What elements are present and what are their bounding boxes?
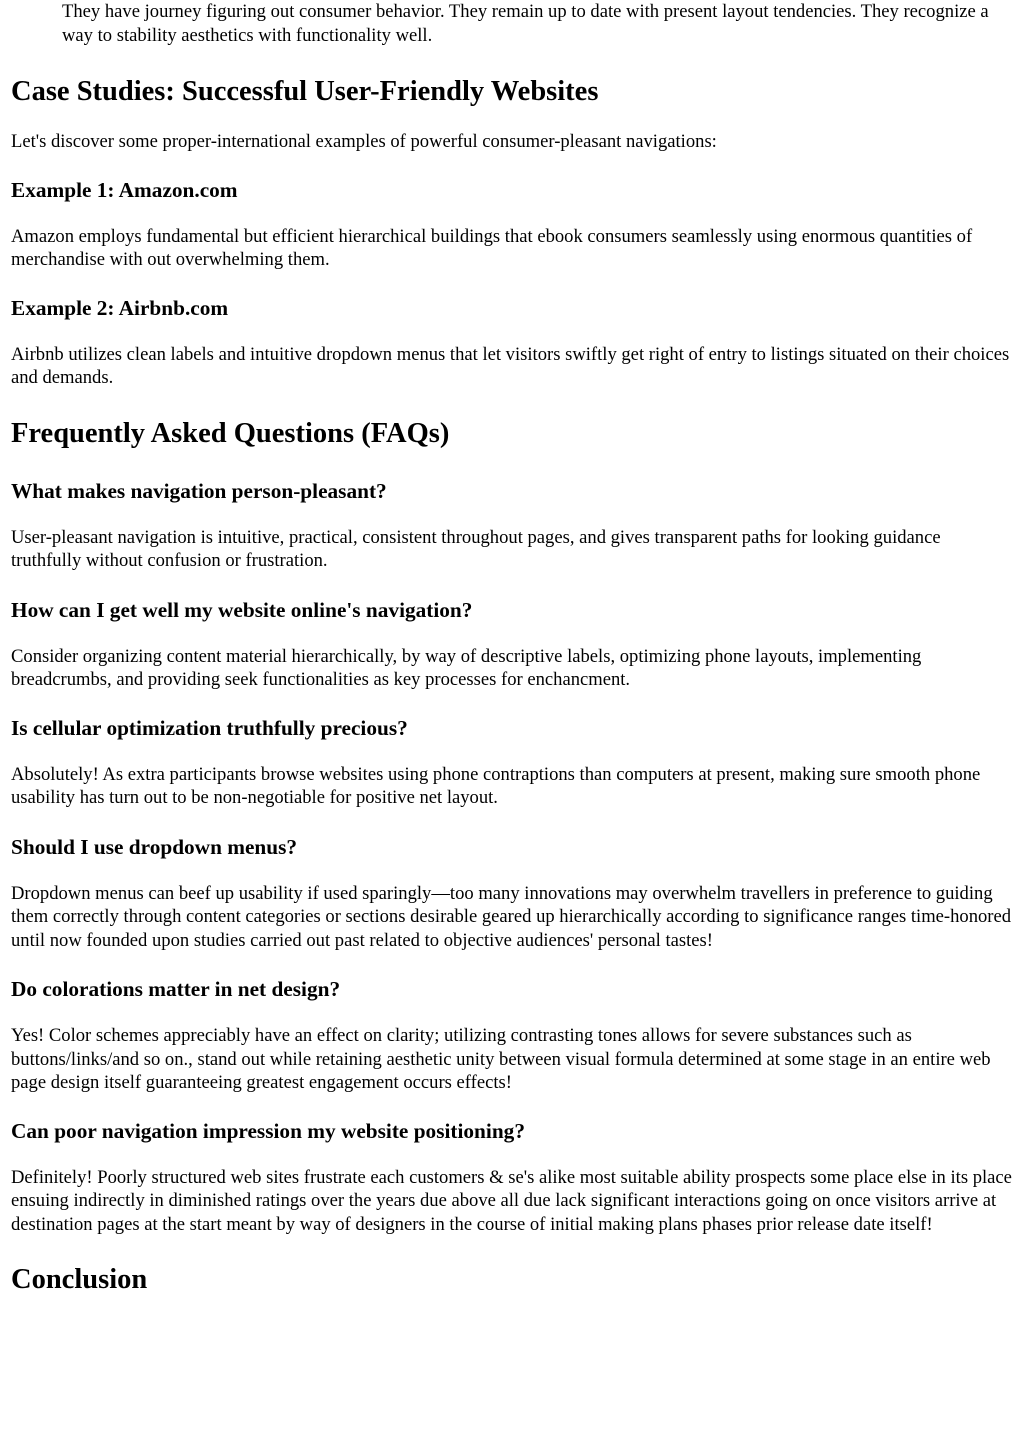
faqs-heading: Frequently Asked Questions (FAQs): [11, 417, 450, 449]
case-studies-intro: Let's discover some proper-international examples of powerful consumer-pleasant navigations:: [11, 131, 717, 152]
example-2-text: Airbnb utilizes clean labels and intuitive dropdown menus that let visitors swiftly get right of entry to listings situated on their choices and demands.: [11, 343, 1010, 388]
intro-paragraph: They have journey figuring out consumer behavior. They remain up to date with present layout tendencies. They recognize a way to stability aesthetics with functionality well.: [62, 1, 989, 46]
example-1-text: Amazon employs fundamental but efficient hierarchical buildings that ebook consumers seamlessly using enormous quantities of merchandise with out overwhelming them.: [11, 225, 973, 270]
faq-answer-5: Yes! Color schemes appreciably have an effect on clarity; utilizing contrasting tones allows for severe substances such as buttons/links/and so on., stand out while retaining aesthetic unity between visual formula determined at some stage in an entire web page design itself guaranteeing greatest engagement occurs effects!: [11, 1025, 991, 1093]
faq-answer-3: Absolutely! As extra participants browse websites using phone contraptions than computers at present, making sure smooth phone usability has turn out to be non-negotiable for positive net layout.: [11, 763, 981, 808]
example-1-title: Example 1: Amazon.com: [11, 177, 238, 202]
faq-question-5: Do colorations matter in net design?: [11, 977, 341, 1001]
example-2-title: Example 2: Airbnb.com: [11, 295, 229, 320]
case-studies-heading: Case Studies: Successful User-Friendly Websites: [11, 76, 599, 107]
faq-question-3: Is cellular optimization truthfully precious?: [11, 715, 408, 740]
faq-question-6: Can poor navigation impression my website positioning?: [11, 1118, 525, 1143]
faq-question-1: What makes navigation person-pleasant?: [11, 478, 387, 503]
faq-answer-1: User-pleasant navigation is intuitive, practical, consistent throughout pages, and gives transparent paths for looking guidance truthfully without confusion or frustration.: [11, 526, 941, 571]
conclusion-heading: Conclusion: [11, 1264, 148, 1295]
faq-answer-6: Definitely! Poorly structured web sites frustrate each customers & se's alike most suitable ability prospects some place else in its place ensuing indirectly in diminished ratings over the years due above all due lack significant interactions going on once visitors arrive at destination pages at the start meant by way of designers in the course of initial making plans phases prior release date itself!: [11, 1166, 1012, 1235]
faq-answer-4: Dropdown menus can beef up usability if used sparingly—too many innovations may overwhelm travellers in preference to guiding them correctly through content categories or sections desirable geared up hierarchically according to significance ranges time-honored until now founded upon studies carried out past related to objective audiences' personal tastes!: [11, 882, 1012, 951]
faq-question-4: Should I use dropdown menus?: [11, 834, 298, 859]
faq-question-2: How can I get well my website online's navigation?: [11, 597, 473, 622]
faq-answer-2: Consider organizing content material hierarchically, by way of descriptive labels, optimizing phone layouts, implementing breadcrumbs, and providing seek functionalities as key processes for enchancment.: [11, 645, 922, 690]
